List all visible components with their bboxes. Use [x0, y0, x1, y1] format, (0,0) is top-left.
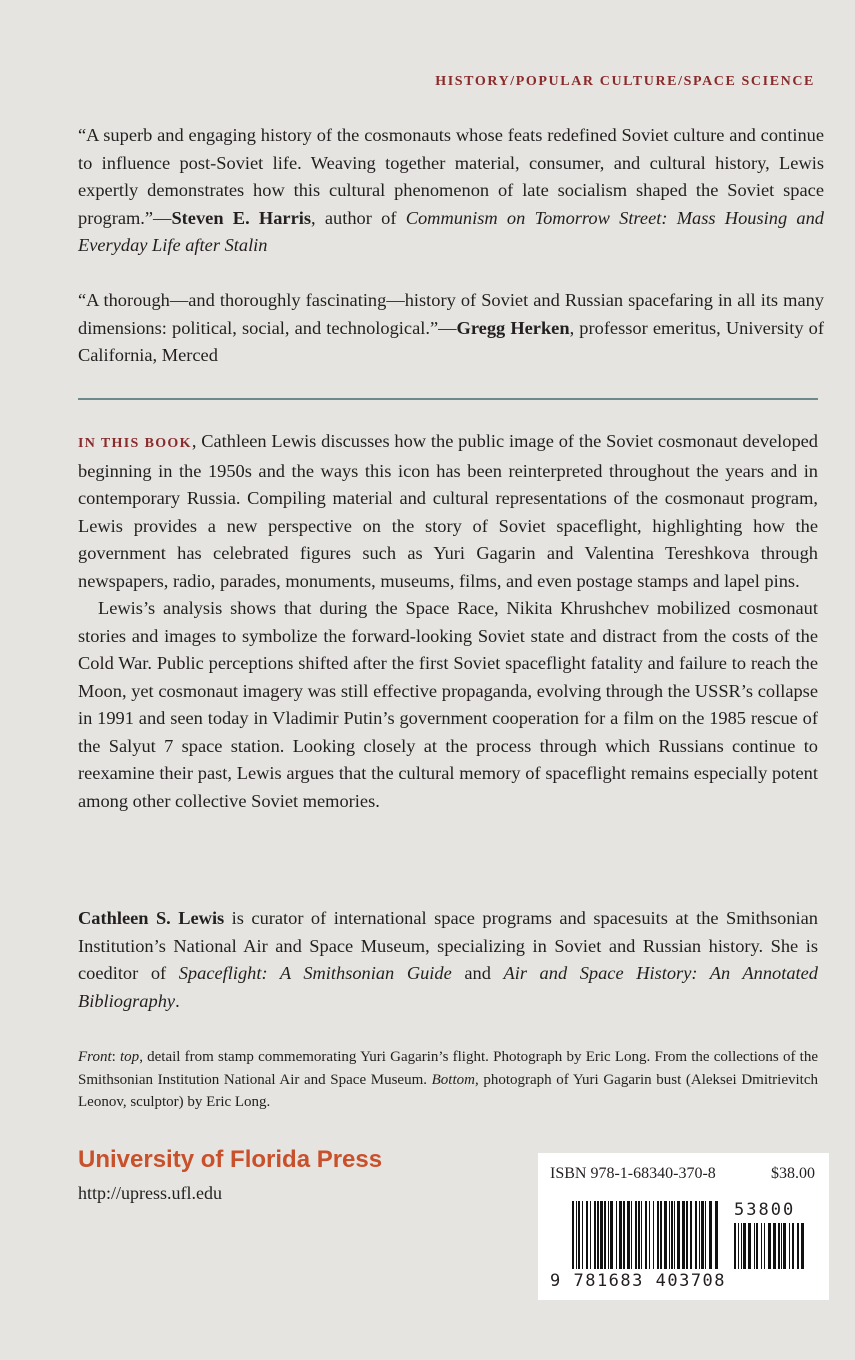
- barcode-bar: [677, 1201, 680, 1269]
- barcode-bar: [641, 1201, 642, 1269]
- barcode-bar: [701, 1201, 704, 1269]
- bio-book-2: Air and Space History: An Annotated Bibliography: [78, 963, 819, 1011]
- barcode-bar: [754, 1223, 755, 1269]
- barcode-bar: [586, 1201, 588, 1269]
- category-label: HISTORY/POPULAR CULTURE/SPACE SCIENCE: [435, 74, 815, 89]
- barcode-bar: [578, 1201, 580, 1269]
- barcode-bar: [649, 1201, 650, 1269]
- barcode-bar: [682, 1201, 685, 1269]
- barcode-bar: [768, 1223, 771, 1269]
- quote-1-affiliation: , author of: [311, 207, 406, 228]
- barcode-bar: [590, 1201, 591, 1269]
- barcode-bar: [627, 1201, 630, 1269]
- bio-text-2: and: [451, 963, 504, 983]
- barcode-bar: [690, 1201, 692, 1269]
- quote-1-author: Steven E. Harris: [171, 207, 312, 228]
- credits-text-1: , detail from stamp commemorating Yuri Gagarin’s flight. Photograph by Eric Long. From the collections of the Smithsonian Institution National Air and Space Museum.: [78, 1049, 819, 1088]
- bio-book-1: Spaceflight: A Smithsonian Guide: [178, 963, 452, 983]
- description-paragraph-1-text: , Cathleen Lewis discusses how the public image of the Soviet cosmonaut developed beginning in the 1950s and the ways this icon has been reinterpreted throughout the years and in contemporary Russia. Compiling material and cultural representations of the cosmonaut program, Lewis provides a new perspective on the story of Soviet spaceflight, highlighting how the government has celebrated figures such as Yuri Gagarin and Valentina Tereshkova through newspapers, radio, parades, monuments, museums, films, and even postage stamps and lapel pins.: [78, 431, 818, 591]
- barcode-bar: [600, 1201, 603, 1269]
- bio-text-3: .: [175, 990, 180, 1011]
- barcode-bar: [594, 1201, 596, 1269]
- price-label: $38.00: [771, 1165, 815, 1182]
- barcode-bar: [597, 1201, 599, 1269]
- barcode-bar: [761, 1223, 762, 1269]
- barcode-bar: [671, 1201, 673, 1269]
- barcode-bar: [699, 1201, 700, 1269]
- barcode-bar: [743, 1223, 746, 1269]
- barcode-bar: [572, 1201, 574, 1269]
- blurb-quote-2: [78, 287, 824, 370]
- credits-sep: :: [111, 1049, 121, 1065]
- barcode-bar: [664, 1201, 667, 1269]
- barcode-bar: [741, 1223, 742, 1269]
- barcode-bar: [604, 1201, 606, 1269]
- barcode-bar: [756, 1223, 758, 1269]
- quote-2-text: “A thorough—and thoroughly fascinating—history of Soviet and Russian spacefaring in all its many dimensions: political, social, and technological.”—: [78, 290, 824, 338]
- quote-2-affiliation: , professor emeritus, University of California, Merced: [78, 317, 824, 365]
- isbn-barcode-digits: 9 781683 403708: [550, 1271, 727, 1291]
- barcode-bar: [657, 1201, 659, 1269]
- barcode-bar: [616, 1201, 617, 1269]
- barcode-bar: [783, 1223, 786, 1269]
- barcode-bar: [669, 1201, 670, 1269]
- barcode-bar: [778, 1223, 780, 1269]
- barcode-bar: [653, 1201, 654, 1269]
- bio-name: Cathleen S. Lewis: [78, 908, 225, 928]
- barcode-bar: [709, 1201, 712, 1269]
- publisher-url[interactable]: http://upress.ufl.edu: [78, 1183, 222, 1203]
- barcode-bar: [764, 1223, 765, 1269]
- barcode-bar: [631, 1201, 632, 1269]
- barcode-bar: [748, 1223, 751, 1269]
- barcode-bar: [738, 1223, 739, 1269]
- description-paragraph-1: [78, 428, 818, 595]
- isbn-label: ISBN 978-1-68340-370-8: [550, 1165, 716, 1182]
- barcode-bar: [715, 1201, 718, 1269]
- barcode-bar: [773, 1223, 776, 1269]
- barcode-bar: [645, 1201, 647, 1269]
- barcode-bar: [705, 1201, 706, 1269]
- book-description: [78, 428, 818, 815]
- divider-rule: [78, 398, 818, 400]
- quote-1-text: “A superb and engaging history of the cosmonauts whose feats redefined Soviet culture and continue to influence post-Soviet life. Weaving together material, consumer, and cultural history, Lewis expertly demonstrates how this cultural phenomenon of late socialism shaped the Soviet space program.”—: [78, 125, 824, 228]
- barcode-bar: [674, 1201, 675, 1269]
- cover-credits: [78, 1046, 818, 1114]
- blurb-quote-1: [78, 122, 824, 260]
- barcode-box: [538, 1153, 829, 1300]
- barcode-bar: [797, 1223, 799, 1269]
- barcode-bar: [576, 1201, 577, 1269]
- bio-text-1: is curator of international space programs and spacesuits at the Smithsonian Institution’s National Air and Space Museum, specializing in Soviet and Russian history. She is coeditor of: [78, 908, 818, 983]
- credits-bottom-label: Bottom: [431, 1071, 475, 1088]
- credits-top-label: top: [120, 1049, 140, 1065]
- credits-text-2: , photograph of Yuri Gagarin bust (Aleksei Dmitrievitch Leonov, sculptor) by Eric Long.: [78, 1071, 818, 1110]
- barcode-bar: [781, 1223, 782, 1269]
- quote-2-author: Gregg Herken: [456, 317, 570, 338]
- barcode-bar: [619, 1201, 622, 1269]
- barcode-bar: [660, 1201, 662, 1269]
- barcode-bar: [582, 1201, 583, 1269]
- barcode-bar: [686, 1201, 688, 1269]
- credits-front-label: Front: [78, 1049, 112, 1065]
- barcode-bar: [623, 1201, 625, 1269]
- barcode-bar: [610, 1201, 613, 1269]
- barcode-bar: [734, 1223, 736, 1269]
- price-bars: [734, 1223, 804, 1269]
- barcode-bar: [695, 1201, 697, 1269]
- barcode-bar: [789, 1223, 790, 1269]
- description-lead: IN THIS BOOK: [78, 436, 192, 451]
- barcode-bar: [801, 1223, 804, 1269]
- quote-1-book: Communism on Tomorrow Street: Mass Housing and Everyday Life after Stalin: [78, 207, 824, 255]
- barcode-bar: [608, 1201, 609, 1269]
- ean-bars: [572, 1201, 718, 1269]
- barcode-bar: [635, 1201, 637, 1269]
- barcode-bar: [792, 1223, 794, 1269]
- author-bio: [78, 905, 818, 1015]
- description-paragraph-2: Lewis’s analysis shows that during the Space Race, Nikita Khrushchev mobilized cosmonaut stories and images to symbolize the forward-looking Soviet state and distract from the costs of the Cold War. Public perceptions shifted after the first Soviet spaceflight fatality and failure to reach the Moon, yet cosmonaut imagery was still effective propaganda, evolving through the USSR’s collapse in 1991 and seen today in Vladimir Putin’s government cooperation for a film on the 1985 rescue of the Salyut 7 space station. Looking closely at the process through which Russians continue to reexamine their past, Lewis argues that the cultural memory of spaceflight remains especially potent among other collective Soviet memories.: [78, 598, 818, 811]
- barcode-bar: [638, 1201, 640, 1269]
- publisher-name: University of Florida Press: [78, 1146, 383, 1173]
- price-code-digits: 53800: [734, 1200, 796, 1220]
